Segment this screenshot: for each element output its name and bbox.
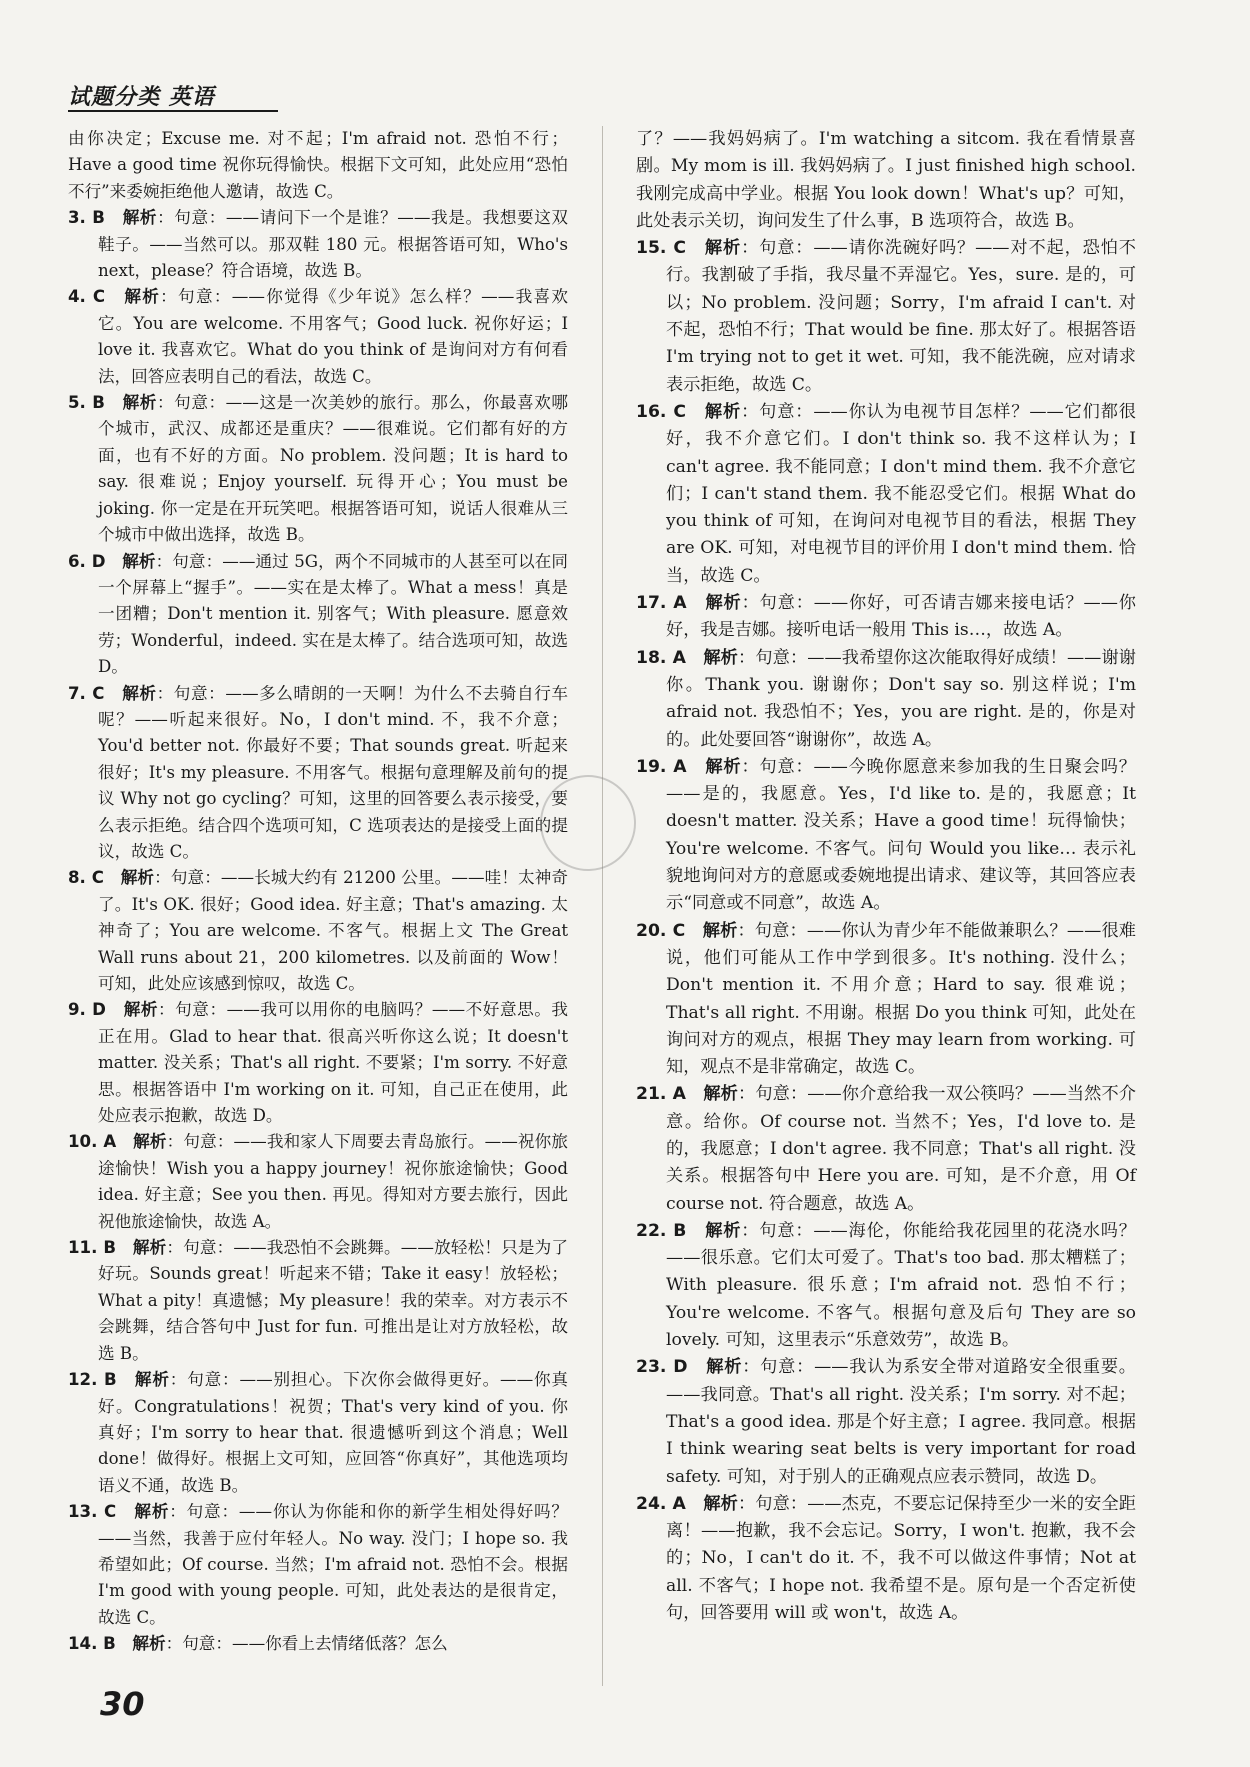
page-header-title: 试题分类 英语 [68, 85, 215, 110]
answer-entry: 6. D 解析：句意：——通过 5G，两个不同城市的人甚至可以在同一个屏幕上“握手”。——实在是太棒了。What a mess！真是一团糟；Don't mention it. 别客气；With pleasure. 愿意效劳；Wonderful，indeed. 实在是太棒了。结合选项可知，故选 D。 [68, 551, 569, 677]
answer-entry: 16. C 解析：句意：——你认为电视节目怎样？——它们都很好，我不介意它们。I don't think so. 我不这样认为；I can't agree. 我不能同意；I don't mind them. 我不介意它们；I can't stand them. 我不能忍受它们。根据 What do you think of 可知，在询问对电视节目的看法，根据 They are OK. 可知，对电视节目的评价用 I don't mind them. 恰当，故选 C。 [636, 401, 1136, 586]
answer-entry: 7. C 解析：句意：——多么晴朗的一天啊！为什么不去骑自行车呢？——听起来很好。No，I don't mind. 不，我不介意；You'd better not. 你最好不要；That sounds great. 听起来很好；It's my pleasure. 不用客气。根据句意理解及前句的提议 Why not go cycling？可知，这里的回答要么表示接受，要么表示拒绝。结合四个选项可知，C 选项表达的是接受上面的提议，故选 C。 [68, 683, 569, 861]
answer-entry: 15. C 解析：句意：——请你洗碗好吗？——对不起，恐怕不行。我割破了手指，我尽量不弄湿它。Yes，sure. 是的，可以；No problem. 没问题；Sorry，I'm afraid I can't. 对不起，恐怕不行；That would be fine. 那太好了。根据答语 I'm trying not to get it wet. 可知，我不能洗碗，应对请求表示拒绝，故选 C。 [636, 238, 1136, 395]
answer-entry: 21. A 解析：句意：——你介意给我一双公筷吗？——当然不介意。给你。Of course not. 当然不；Yes，I'd love to. 是的，我愿意；I don't agree. 我不同意；That's all right. 没关系。根据答句中 Here you are. 可知，是不介意，用 Of course not. 符合题意，故选 A。 [636, 1084, 1136, 1214]
answer-entry: 5. B 解析：句意：——这是一次美妙的旅行。那么，你最喜欢哪个城市，武汉、成都还是重庆？——很难说。它们都有好的方面，也有不好的方面。No problem. 没问题；It is hard to say. 很难说；Enjoy yourself. 玩得开心；You must be joking. 你一定是在开玩笑吧。根据答语可知，说话人很难从三个城市中做出选择，故选 B。 [68, 393, 569, 545]
answer-entry: 18. A 解析：句意：——我希望你这次能取得好成绩！——谢谢你。Thank you. 谢谢你；Don't say so. 别这样说；I'm afraid not. 我恐怕不；Yes，you are right. 是的，你是对的。此处要回答“谢谢你”，故选 A。 [636, 647, 1136, 750]
answer-entry: 9. D 解析：句意：——我可以用你的电脑吗？——不好意思。我正在用。Glad to hear that. 很高兴听你这么说；It doesn't matter. 没关系；That's all right. 不要紧；I'm sorry. 不好意思。根据答语中 I'm working on it. 可知，自己正在使用，此处应表示抱歉，故选 D。 [68, 1000, 569, 1126]
answer-entry: 14. B 解析：句意：——你看上去情绪低落？怎么 [68, 1634, 448, 1654]
answer-entry: 8. C 解析：句意：——长城大约有 21200 公里。——哇！太神奇了。It's OK. 很好；Good idea. 好主意；That's amazing. 太神奇了；You are welcome. 不客气。根据上文 The Great Wall runs about 21，200 kilometres. 以及前面的 Wow！可知，此处应该感到惊叹，故选 C。 [68, 868, 569, 993]
answer-entry: 23. D 解析：句意：——我认为系安全带对道路安全很重要。——我同意。That's all right. 没关系；I'm sorry. 对不起；That's a good idea. 那是个好主意；I agree. 我同意。根据 I think wearing seat belts is very important for road safety. 可知，对于别人的正确观点应表示赞同，故选 D。 [636, 1357, 1136, 1487]
answer-entry: 由你决定；Excuse me. 对不起；I'm afraid not. 恐怕不行；Have a good time 祝你玩得愉快。根据下文可知，此处应用“恐怕不行”来委婉拒绝他人邀请，故选 C。 [68, 129, 568, 201]
answer-entry: 20. C 解析：句意：——你认为青少年不能做兼职么？——很难说，他们可能从工作中学到很多。It's nothing. 没什么；Don't mention it. 不用介意；Hard to say. 很难说；That's all right. 不用谢。根据 Do you think 可知，此处在询问对方的观点，根据 They may learn from working. 可知，观点不是非常确定，故选 C。 [636, 920, 1136, 1078]
answer-entry: 12. B 解析：句意：——别担心。下次你会做得更好。——你真好。Congratulations！祝贺；That's very kind of you. 你真好；I'm sorry to hear that. 很遗憾听到这个消息；Well done！做得好。根据上文可知，应回答“你真好”，其他选项均语义不通，故选 B。 [68, 1370, 569, 1495]
column-divider [602, 126, 603, 1686]
left-column [68, 126, 568, 1658]
right-column [636, 126, 1136, 1627]
answer-entry: 3. B 解析：句意：——请问下一个是谁？——我是。我想要这双鞋子。——当然可以。那双鞋 180 元。根据答语可知，Who's next，please？符合语境，故选 B。 [68, 208, 569, 281]
answer-entry: 11. B 解析：句意：——我恐怕不会跳舞。——放轻松！只是为了好玩。Sounds great！听起来不错；Take it easy！放轻松；What a pity！真遗憾；My pleasure！我的荣幸。对方表示不会跳舞，结合答句中 Just for fun. 可推出是让对方放轻松，故选 B。 [68, 1238, 569, 1363]
answer-entry: 17. A 解析：句意：——你好，可否请吉娜来接电话？——你好，我是吉娜。接听电话一般用 This is…，故选 A。 [636, 593, 1136, 641]
page-number: 30 [100, 1685, 145, 1723]
answer-entry: 10. A 解析：句意：——我和家人下周要去青岛旅行。——祝你旅途愉快！Wish you a happy journey！祝你旅途愉快；Good idea. 好主意；See you then. 再见。得知对方要去旅行，因此祝他旅途愉快，故选 A。 [68, 1132, 569, 1231]
answer-entry: 了？——我妈妈病了。I'm watching a sitcom. 我在看情景喜剧。My mom is ill. 我妈妈病了。I just finished high school. 我刚完成高中学业。根据 You look down！What's up？可知，此处表示关切，询问发生了什么事，B 选项符合，故选 B。 [636, 129, 1136, 231]
answer-entry: 19. A 解析：句意：——今晚你愿意来参加我的生日聚会吗？——是的，我愿意。Yes，I'd like to. 是的，我愿意；It doesn't matter. 没关系；Have a good time！玩得愉快；You're welcome. 不客气。问句 Would you like… 表示礼貌地询问对方的意愿或委婉地提出请求、建议等，其回答应表示“同意或不同意”，故选 A。 [636, 756, 1136, 914]
answer-entry: 4. C 解析：句意：——你觉得《少年说》怎么样？——我喜欢它。You are welcome. 不用客气；Good luck. 祝你好运；I love it. 我喜欢它。What do you think of 是询问对方有何看法，回答应表明自己的看法，故选 C。 [68, 287, 569, 386]
answer-entry: 22. B 解析：句意：——海伦，你能给我花园里的花浇水吗？——很乐意。它们太可爱了。That's too bad. 那太糟糕了；With pleasure. 很乐意；I'm afraid not. 恐怕不行；You're welcome. 不客气。根据句意及后句 They are so lovely. 可知，这里表示“乐意效劳”，故选 B。 [636, 1220, 1136, 1351]
header-rule [68, 110, 278, 112]
answer-entry: 24. A 解析：句意：——杰克，不要忘记保持至少一米的安全距离！——抱歉，我不会忘记。Sorry，I won't. 抱歉，我不会的；No，I can't do it. 不，我不可以做这件事情；Not at all. 不客气；I hope not. 我希望不是。原句是一个否定祈使句，回答要用 will 或 won't，故选 A。 [636, 1493, 1136, 1624]
answer-entry: 13. C 解析：句意：——你认为你能和你的新学生相处得好吗？——当然，我善于应付年轻人。No way. 没门；I hope so. 我希望如此；Of course. 当然；I'm afraid not. 恐怕不会。根据 I'm good with young people. 可知，此处表达的是很肯定，故选 C。 [68, 1502, 569, 1627]
